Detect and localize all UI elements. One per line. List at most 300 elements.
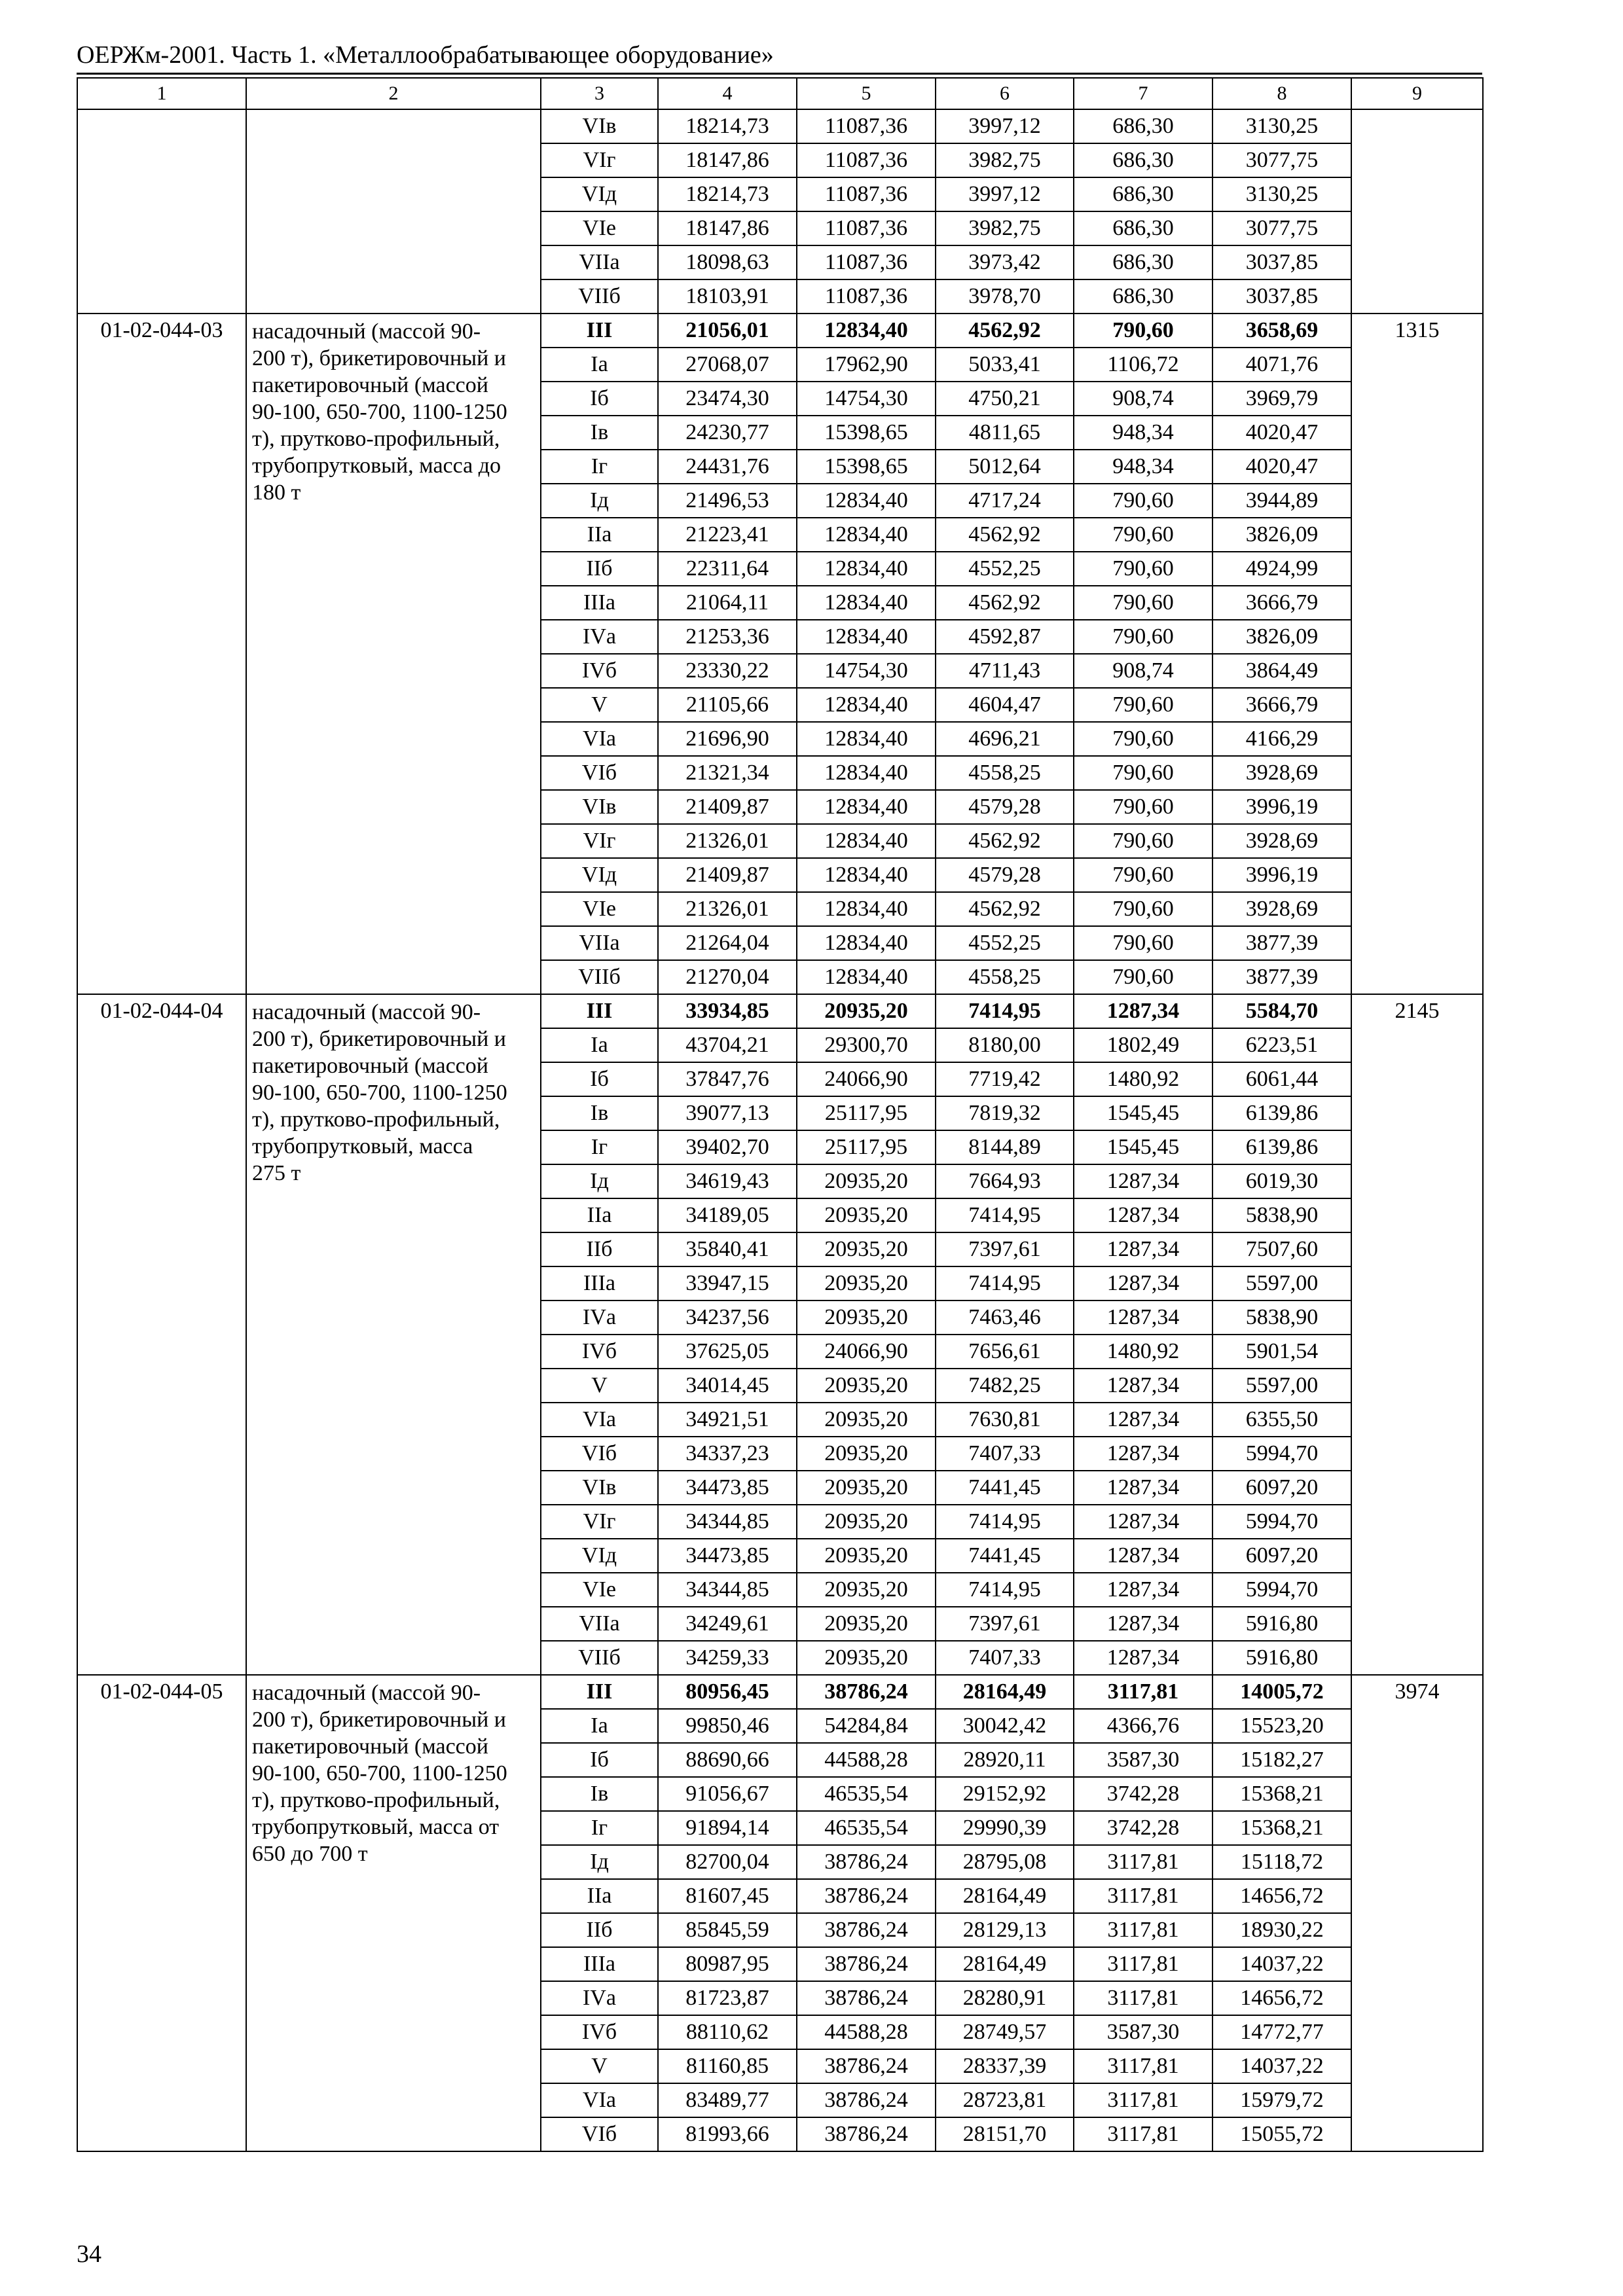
value-cell-col4: 35840,41 [658, 1232, 797, 1266]
value-cell-col4: 21326,01 [658, 892, 797, 926]
value-cell-col5: 38786,24 [797, 1913, 936, 1947]
value-cell-col8: 3928,69 [1213, 756, 1351, 790]
value-cell-col4: 80956,45 [658, 1675, 797, 1709]
value-cell-col6: 4592,87 [936, 620, 1074, 654]
value-cell-col5: 38786,24 [797, 1675, 936, 1709]
value-cell-col4: 34473,85 [658, 1539, 797, 1573]
value-cell-col8: 3996,19 [1213, 790, 1351, 824]
item-total-cell: 3974 [1351, 1675, 1483, 2151]
category-cell: Iв [541, 1096, 658, 1130]
value-cell-col6: 29152,92 [936, 1777, 1074, 1811]
category-cell: IIа [541, 1198, 658, 1232]
value-cell-col8: 3969,79 [1213, 382, 1351, 416]
description-line: насадочный (массой 90- [252, 319, 481, 344]
value-cell-col4: 81723,87 [658, 1981, 797, 2015]
value-cell-col5: 11087,36 [797, 245, 936, 279]
value-cell-col7: 790,60 [1074, 620, 1213, 654]
value-cell-col5: 38786,24 [797, 2117, 936, 2151]
value-cell-col4: 24431,76 [658, 450, 797, 484]
value-cell-col6: 4562,92 [936, 824, 1074, 858]
value-cell-col5: 38786,24 [797, 2049, 936, 2083]
value-cell-col7: 1287,34 [1074, 1300, 1213, 1335]
category-cell: IIб [541, 1913, 658, 1947]
value-cell-col5: 25117,95 [797, 1130, 936, 1164]
value-cell-col6: 7441,45 [936, 1471, 1074, 1505]
value-cell-col7: 790,60 [1074, 756, 1213, 790]
value-cell-col8: 15118,72 [1213, 1845, 1351, 1879]
value-cell-col6: 28337,39 [936, 2049, 1074, 2083]
value-cell-col6: 7719,42 [936, 1062, 1074, 1096]
value-cell-col6: 7407,33 [936, 1437, 1074, 1471]
value-cell-col7: 3742,28 [1074, 1777, 1213, 1811]
value-cell-col6: 4562,92 [936, 518, 1074, 552]
value-cell-col6: 28129,13 [936, 1913, 1074, 1947]
value-cell-col5: 44588,28 [797, 1743, 936, 1777]
continuation-total-cell [1351, 109, 1483, 314]
value-cell-col4: 33934,85 [658, 994, 797, 1028]
value-cell-col8: 5916,80 [1213, 1607, 1351, 1641]
value-cell-col5: 20935,20 [797, 1266, 936, 1300]
value-cell-col4: 18098,63 [658, 245, 797, 279]
value-cell-col7: 1287,34 [1074, 1266, 1213, 1300]
category-cell: VIа [541, 722, 658, 756]
value-cell-col8: 4166,29 [1213, 722, 1351, 756]
value-cell-col6: 7656,61 [936, 1335, 1074, 1369]
value-cell-col7: 686,30 [1074, 109, 1213, 143]
category-cell: Iб [541, 1062, 658, 1096]
value-cell-col7: 1480,92 [1074, 1335, 1213, 1369]
value-cell-col6: 5012,64 [936, 450, 1074, 484]
value-cell-col4: 21105,66 [658, 688, 797, 722]
category-cell: VIг [541, 824, 658, 858]
category-cell: VIа [541, 2083, 658, 2117]
value-cell-col6: 4750,21 [936, 382, 1074, 416]
value-cell-col6: 4604,47 [936, 688, 1074, 722]
value-cell-col6: 4552,25 [936, 552, 1074, 586]
value-cell-col6: 8180,00 [936, 1028, 1074, 1062]
category-cell: V [541, 1369, 658, 1403]
value-cell-col6: 4562,92 [936, 586, 1074, 620]
value-cell-col5: 12834,40 [797, 892, 936, 926]
value-cell-col7: 3587,30 [1074, 1743, 1213, 1777]
table-row [77, 1675, 1483, 1709]
value-cell-col5: 11087,36 [797, 279, 936, 314]
value-cell-col8: 3130,25 [1213, 177, 1351, 211]
value-cell-col7: 3117,81 [1074, 1981, 1213, 2015]
continuation-description-cell [246, 109, 541, 314]
category-cell: Iа [541, 348, 658, 382]
value-cell-col4: 33947,15 [658, 1266, 797, 1300]
value-cell-col5: 12834,40 [797, 960, 936, 994]
value-cell-col7: 3117,81 [1074, 1947, 1213, 1981]
value-cell-col5: 20935,20 [797, 1641, 936, 1675]
value-cell-col8: 3077,75 [1213, 143, 1351, 177]
category-cell: VIIб [541, 279, 658, 314]
value-cell-col4: 37847,76 [658, 1062, 797, 1096]
value-cell-col6: 7441,45 [936, 1539, 1074, 1573]
value-cell-col5: 20935,20 [797, 1232, 936, 1266]
value-cell-col7: 948,34 [1074, 450, 1213, 484]
category-cell: IIIа [541, 586, 658, 620]
value-cell-col7: 790,60 [1074, 518, 1213, 552]
value-cell-col5: 25117,95 [797, 1096, 936, 1130]
value-cell-col5: 11087,36 [797, 109, 936, 143]
value-cell-col5: 20935,20 [797, 1607, 936, 1641]
value-cell-col5: 20935,20 [797, 1471, 936, 1505]
category-cell: III [541, 994, 658, 1028]
value-cell-col6: 7397,61 [936, 1607, 1074, 1641]
value-cell-col4: 21696,90 [658, 722, 797, 756]
description-line: трубопрутковый, масса до [252, 454, 501, 478]
value-cell-col6: 7664,93 [936, 1164, 1074, 1198]
category-cell: Iв [541, 416, 658, 450]
value-cell-col8: 5597,00 [1213, 1369, 1351, 1403]
category-cell: IVб [541, 654, 658, 688]
description-line: трубопрутковый, масса [252, 1134, 473, 1158]
value-cell-col4: 34337,23 [658, 1437, 797, 1471]
value-cell-col4: 34237,56 [658, 1300, 797, 1335]
value-cell-col6: 4579,28 [936, 858, 1074, 892]
value-cell-col6: 3982,75 [936, 143, 1074, 177]
value-cell-col4: 24230,77 [658, 416, 797, 450]
value-cell-col4: 82700,04 [658, 1845, 797, 1879]
value-cell-col8: 3826,09 [1213, 620, 1351, 654]
description-line: пакетировочный (массой [252, 1054, 488, 1078]
value-cell-col7: 1287,34 [1074, 1641, 1213, 1675]
value-cell-col4: 21321,34 [658, 756, 797, 790]
value-cell-col6: 28164,49 [936, 1947, 1074, 1981]
value-cell-col4: 23330,22 [658, 654, 797, 688]
value-cell-col8: 14037,22 [1213, 2049, 1351, 2083]
category-cell: VIа [541, 1403, 658, 1437]
value-cell-col7: 3117,81 [1074, 2049, 1213, 2083]
category-cell: Iб [541, 1743, 658, 1777]
value-cell-col7: 790,60 [1074, 586, 1213, 620]
column-number-6: 6 [936, 78, 1074, 109]
value-cell-col8: 5994,70 [1213, 1505, 1351, 1539]
value-cell-col4: 18147,86 [658, 211, 797, 245]
value-cell-col4: 43704,21 [658, 1028, 797, 1062]
item-code-cell: 01-02-044-05 [77, 1675, 246, 2151]
value-cell-col8: 6139,86 [1213, 1096, 1351, 1130]
category-cell: VIд [541, 177, 658, 211]
category-cell: Iг [541, 450, 658, 484]
value-cell-col4: 21223,41 [658, 518, 797, 552]
value-cell-col8: 3666,79 [1213, 586, 1351, 620]
value-cell-col5: 38786,24 [797, 1845, 936, 1879]
value-cell-col5: 12834,40 [797, 688, 936, 722]
value-cell-col7: 1287,34 [1074, 1164, 1213, 1198]
value-cell-col8: 14656,72 [1213, 1879, 1351, 1913]
value-cell-col5: 12834,40 [797, 484, 936, 518]
category-cell: Iд [541, 484, 658, 518]
value-cell-col8: 3877,39 [1213, 960, 1351, 994]
value-cell-col5: 24066,90 [797, 1335, 936, 1369]
value-cell-col6: 28723,81 [936, 2083, 1074, 2117]
category-cell: V [541, 2049, 658, 2083]
value-cell-col7: 3117,81 [1074, 2117, 1213, 2151]
value-cell-col7: 3117,81 [1074, 1845, 1213, 1879]
description-line: т), прутково-профильный, [252, 427, 500, 451]
value-cell-col4: 83489,77 [658, 2083, 797, 2117]
category-cell: III [541, 314, 658, 348]
item-description-cell [246, 314, 541, 994]
value-cell-col5: 12834,40 [797, 858, 936, 892]
value-cell-col7: 1287,34 [1074, 1573, 1213, 1607]
value-cell-col8: 6139,86 [1213, 1130, 1351, 1164]
value-cell-col5: 15398,65 [797, 416, 936, 450]
value-cell-col6: 29990,39 [936, 1811, 1074, 1845]
value-cell-col6: 7414,95 [936, 994, 1074, 1028]
value-cell-col7: 1287,34 [1074, 1369, 1213, 1403]
value-cell-col8: 4071,76 [1213, 348, 1351, 382]
value-cell-col6: 4558,25 [936, 756, 1074, 790]
value-cell-col7: 948,34 [1074, 416, 1213, 450]
category-cell: VIб [541, 756, 658, 790]
description-line: 90-100, 650-700, 1100-1250 [252, 1081, 507, 1105]
value-cell-col7: 3117,81 [1074, 1879, 1213, 1913]
value-cell-col8: 14656,72 [1213, 1981, 1351, 2015]
value-cell-col8: 7507,60 [1213, 1232, 1351, 1266]
value-cell-col7: 3117,81 [1074, 1913, 1213, 1947]
value-cell-col5: 15398,65 [797, 450, 936, 484]
value-cell-col7: 790,60 [1074, 926, 1213, 960]
value-cell-col6: 28749,57 [936, 2015, 1074, 2049]
value-cell-col8: 15368,21 [1213, 1777, 1351, 1811]
value-cell-col5: 11087,36 [797, 143, 936, 177]
value-cell-col6: 30042,42 [936, 1709, 1074, 1743]
value-cell-col5: 20935,20 [797, 1539, 936, 1573]
page-number: 34 [77, 2240, 101, 2268]
value-cell-col7: 790,60 [1074, 484, 1213, 518]
value-cell-col8: 14037,22 [1213, 1947, 1351, 1981]
value-cell-col6: 4811,65 [936, 416, 1074, 450]
column-number-row [77, 78, 1483, 109]
value-cell-col8: 5838,90 [1213, 1198, 1351, 1232]
value-cell-col7: 1545,45 [1074, 1096, 1213, 1130]
value-cell-col8: 3877,39 [1213, 926, 1351, 960]
value-cell-col7: 1287,34 [1074, 1539, 1213, 1573]
value-cell-col6: 7819,32 [936, 1096, 1074, 1130]
value-cell-col5: 46535,54 [797, 1777, 936, 1811]
value-cell-col5: 20935,20 [797, 1437, 936, 1471]
value-cell-col8: 3077,75 [1213, 211, 1351, 245]
value-cell-col7: 790,60 [1074, 790, 1213, 824]
value-cell-col7: 790,60 [1074, 960, 1213, 994]
value-cell-col4: 18214,73 [658, 109, 797, 143]
value-cell-col7: 3117,81 [1074, 2083, 1213, 2117]
category-cell: VIIб [541, 960, 658, 994]
value-cell-col4: 21064,11 [658, 586, 797, 620]
value-cell-col6: 4711,43 [936, 654, 1074, 688]
description-line: 90-100, 650-700, 1100-1250 [252, 1761, 507, 1785]
category-cell: Iг [541, 1811, 658, 1845]
value-cell-col5: 12834,40 [797, 790, 936, 824]
value-cell-col6: 7414,95 [936, 1198, 1074, 1232]
table-row [77, 314, 1483, 348]
value-cell-col7: 686,30 [1074, 279, 1213, 314]
value-cell-col7: 686,30 [1074, 143, 1213, 177]
value-cell-col4: 22311,64 [658, 552, 797, 586]
value-cell-col4: 81993,66 [658, 2117, 797, 2151]
value-cell-col6: 28920,11 [936, 1743, 1074, 1777]
category-cell: IIIа [541, 1266, 658, 1300]
value-cell-col6: 3973,42 [936, 245, 1074, 279]
value-cell-col7: 1287,34 [1074, 1437, 1213, 1471]
value-cell-col4: 21409,87 [658, 858, 797, 892]
value-cell-col4: 21496,53 [658, 484, 797, 518]
value-cell-col4: 21056,01 [658, 314, 797, 348]
value-cell-col5: 11087,36 [797, 211, 936, 245]
value-cell-col6: 28280,91 [936, 1981, 1074, 2015]
column-number-8: 8 [1213, 78, 1351, 109]
value-cell-col4: 34921,51 [658, 1403, 797, 1437]
value-cell-col8: 3037,85 [1213, 279, 1351, 314]
continuation-code-cell [77, 109, 246, 314]
column-number-1: 1 [77, 78, 246, 109]
value-cell-col7: 686,30 [1074, 177, 1213, 211]
value-cell-col8: 4020,47 [1213, 416, 1351, 450]
value-cell-col8: 3037,85 [1213, 245, 1351, 279]
value-cell-col6: 8144,89 [936, 1130, 1074, 1164]
description-line: пакетировочный (массой [252, 1734, 488, 1759]
value-cell-col7: 4366,76 [1074, 1709, 1213, 1743]
category-cell: VIIа [541, 1607, 658, 1641]
value-cell-col5: 38786,24 [797, 2083, 936, 2117]
value-cell-col7: 1287,34 [1074, 1607, 1213, 1641]
value-cell-col7: 790,60 [1074, 858, 1213, 892]
value-cell-col6: 7397,61 [936, 1232, 1074, 1266]
column-number-4: 4 [658, 78, 797, 109]
category-cell: VIг [541, 1505, 658, 1539]
value-cell-col4: 39402,70 [658, 1130, 797, 1164]
value-cell-col5: 20935,20 [797, 1505, 936, 1539]
value-cell-col4: 39077,13 [658, 1096, 797, 1130]
value-cell-col5: 12834,40 [797, 518, 936, 552]
value-cell-col5: 29300,70 [797, 1028, 936, 1062]
value-cell-col5: 20935,20 [797, 1164, 936, 1198]
value-cell-col4: 91894,14 [658, 1811, 797, 1845]
value-cell-col5: 20935,20 [797, 994, 936, 1028]
table-row [77, 109, 1483, 143]
category-cell: VIд [541, 1539, 658, 1573]
value-cell-col7: 1545,45 [1074, 1130, 1213, 1164]
value-cell-col4: 34473,85 [658, 1471, 797, 1505]
value-cell-col6: 4717,24 [936, 484, 1074, 518]
value-cell-col6: 4552,25 [936, 926, 1074, 960]
category-cell: IVа [541, 1300, 658, 1335]
category-cell: VIв [541, 790, 658, 824]
category-cell: IVб [541, 2015, 658, 2049]
value-cell-col5: 38786,24 [797, 1947, 936, 1981]
category-cell: VIв [541, 1471, 658, 1505]
value-cell-col4: 34189,05 [658, 1198, 797, 1232]
value-cell-col7: 790,60 [1074, 824, 1213, 858]
category-cell: IIIа [541, 1947, 658, 1981]
category-cell: VIг [541, 143, 658, 177]
value-cell-col6: 7414,95 [936, 1573, 1074, 1607]
price-table [77, 77, 1484, 2152]
value-cell-col4: 99850,46 [658, 1709, 797, 1743]
value-cell-col8: 4924,99 [1213, 552, 1351, 586]
value-cell-col8: 4020,47 [1213, 450, 1351, 484]
value-cell-col4: 34344,85 [658, 1573, 797, 1607]
value-cell-col4: 27068,07 [658, 348, 797, 382]
value-cell-col8: 6061,44 [1213, 1062, 1351, 1096]
category-cell: IVа [541, 1981, 658, 2015]
value-cell-col6: 4562,92 [936, 314, 1074, 348]
value-cell-col5: 54284,84 [797, 1709, 936, 1743]
value-cell-col5: 12834,40 [797, 926, 936, 960]
value-cell-col5: 12834,40 [797, 756, 936, 790]
value-cell-col5: 44588,28 [797, 2015, 936, 2049]
category-cell: IVб [541, 1335, 658, 1369]
value-cell-col7: 790,60 [1074, 722, 1213, 756]
value-cell-col6: 28164,49 [936, 1675, 1074, 1709]
value-cell-col8: 3658,69 [1213, 314, 1351, 348]
description-line: 275 т [252, 1161, 301, 1185]
value-cell-col7: 790,60 [1074, 314, 1213, 348]
description-line: т), прутково-профильный, [252, 1788, 500, 1812]
value-cell-col6: 4579,28 [936, 790, 1074, 824]
value-cell-col5: 46535,54 [797, 1811, 936, 1845]
value-cell-col7: 790,60 [1074, 892, 1213, 926]
value-cell-col4: 21253,36 [658, 620, 797, 654]
value-cell-col8: 3944,89 [1213, 484, 1351, 518]
value-cell-col8: 5901,54 [1213, 1335, 1351, 1369]
value-cell-col4: 34014,45 [658, 1369, 797, 1403]
value-cell-col5: 20935,20 [797, 1573, 936, 1607]
description-line: 650 до 700 т [252, 1842, 368, 1866]
value-cell-col7: 1287,34 [1074, 1471, 1213, 1505]
item-code-cell: 01-02-044-04 [77, 994, 246, 1675]
value-cell-col6: 7414,95 [936, 1505, 1074, 1539]
value-cell-col8: 3130,25 [1213, 109, 1351, 143]
value-cell-col6: 5033,41 [936, 348, 1074, 382]
value-cell-col6: 3997,12 [936, 177, 1074, 211]
value-cell-col8: 3864,49 [1213, 654, 1351, 688]
category-cell: IIа [541, 1879, 658, 1913]
value-cell-col8: 5597,00 [1213, 1266, 1351, 1300]
value-cell-col6: 7482,25 [936, 1369, 1074, 1403]
category-cell: VIб [541, 1437, 658, 1471]
value-cell-col6: 3982,75 [936, 211, 1074, 245]
category-cell: VIIа [541, 926, 658, 960]
value-cell-col4: 88690,66 [658, 1743, 797, 1777]
value-cell-col8: 5994,70 [1213, 1573, 1351, 1607]
value-cell-col5: 12834,40 [797, 586, 936, 620]
value-cell-col6: 7414,95 [936, 1266, 1074, 1300]
value-cell-col6: 4558,25 [936, 960, 1074, 994]
description-line: 200 т), брикетировочный и [252, 1027, 506, 1051]
value-cell-col5: 38786,24 [797, 1879, 936, 1913]
description-line: насадочный (массой 90- [252, 1681, 481, 1705]
value-cell-col8: 6223,51 [1213, 1028, 1351, 1062]
value-cell-col8: 3666,79 [1213, 688, 1351, 722]
value-cell-col4: 18214,73 [658, 177, 797, 211]
value-cell-col6: 28151,70 [936, 2117, 1074, 2151]
value-cell-col4: 34619,43 [658, 1164, 797, 1198]
value-cell-col4: 91056,67 [658, 1777, 797, 1811]
value-cell-col5: 20935,20 [797, 1369, 936, 1403]
value-cell-col4: 34259,33 [658, 1641, 797, 1675]
value-cell-col4: 80987,95 [658, 1947, 797, 1981]
value-cell-col8: 14005,72 [1213, 1675, 1351, 1709]
category-cell: VIв [541, 109, 658, 143]
category-cell: IIб [541, 1232, 658, 1266]
item-total-cell: 1315 [1351, 314, 1483, 994]
value-cell-col5: 12834,40 [797, 552, 936, 586]
